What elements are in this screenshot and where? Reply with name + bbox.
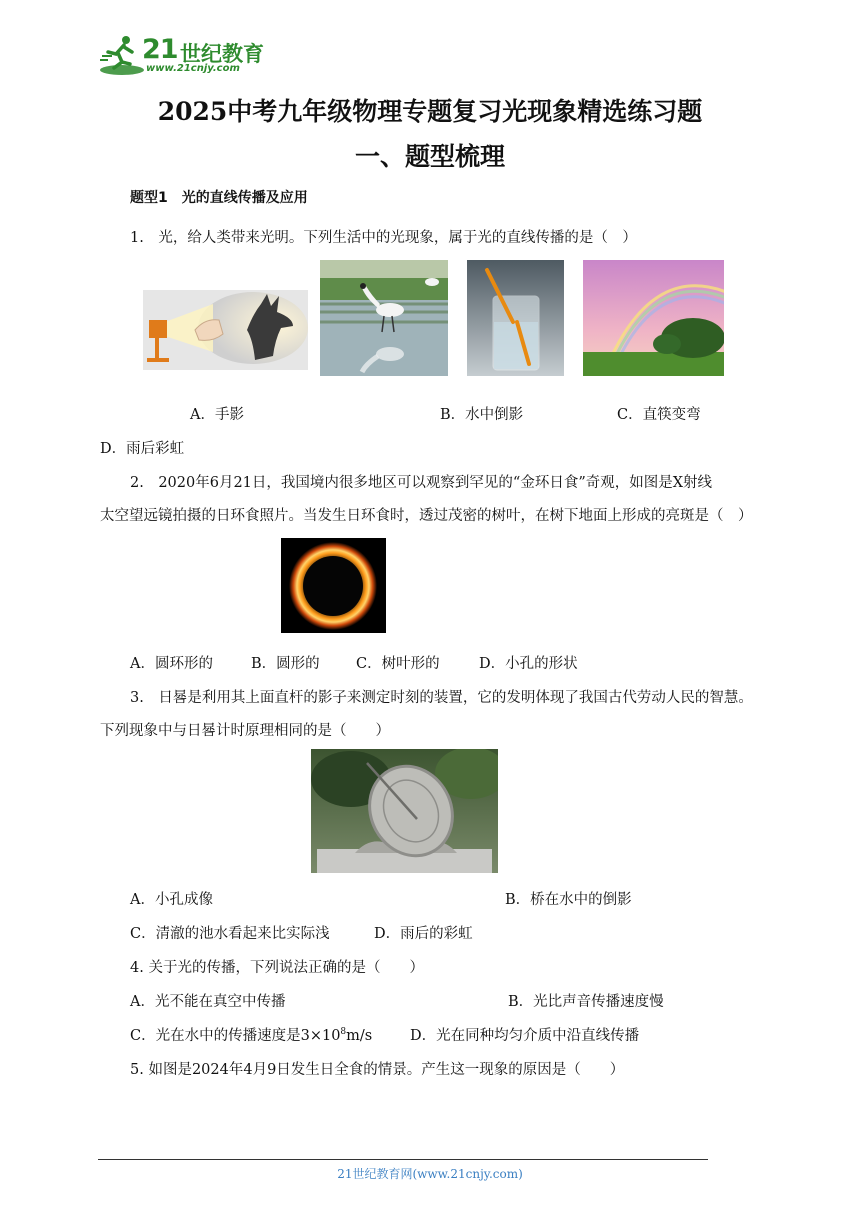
crane-reflection-image: [320, 260, 448, 376]
question-3-option-d[interactable]: D．雨后的彩虹: [374, 926, 473, 942]
option-c-unit: m/s: [346, 1028, 373, 1044]
question-4-option-c[interactable]: [130, 1024, 372, 1045]
hand-shadow-image: [143, 290, 308, 370]
question-2-stem-line1: 2. 2020年6月21日，我国境内很多地区可以观察到罕见的“金环日食”奇观，如图是X射线: [130, 475, 713, 491]
section-heading: 一、题型梳理: [354, 142, 505, 171]
sundial-image: [311, 749, 498, 873]
question-4-option-d[interactable]: D．光在同种均匀介质中沿直线传播: [410, 1028, 640, 1044]
question-1-stem: 1. 光，给人类带来光明。下列生活中的光现象，属于光的直线传播的是（ ）: [130, 230, 637, 246]
question-2-option-d[interactable]: D．小孔的形状: [479, 656, 578, 672]
rainbow-image: [583, 260, 724, 376]
runner-icon: [96, 34, 144, 78]
question-3-option-b[interactable]: B．桥在水中的倒影: [505, 892, 632, 908]
question-2-option-c[interactable]: C．树叶形的: [356, 656, 440, 672]
question-4-option-a[interactable]: A．光不能在真空中传播: [130, 994, 286, 1010]
question-3-stem-line2: 下列现象中与日晷计时原理相同的是（ ）: [100, 723, 390, 739]
logo-name: 世纪教育: [180, 42, 264, 66]
logo-number: 21: [142, 34, 178, 65]
question-3-stem-line1: 3. 日晷是利用其上面直杆的影子来测定时刻的装置，它的发明体现了我国古代劳动人民的智慧。: [130, 690, 753, 706]
question-4-stem: 4. 关于光的传播，下列说法正确的是（ ）: [130, 960, 424, 976]
footer-link[interactable]: 21世纪教育网(www.21cnjy.com): [337, 1167, 523, 1181]
question-2-option-a[interactable]: A．圆环形的: [130, 656, 213, 672]
question-1-option-a[interactable]: A．手影: [190, 407, 244, 423]
page-title: 2025中考九年级物理专题复习光现象精选练习题: [157, 97, 703, 126]
question-3-option-c[interactable]: C．清澈的池水看起来比实际浅: [130, 926, 330, 942]
question-4-option-b[interactable]: B．光比声音传播速度慢: [508, 994, 664, 1010]
question-1-option-d[interactable]: D．雨后彩虹: [100, 441, 185, 457]
site-logo: [96, 34, 266, 78]
chopstick-glass-image: [467, 260, 564, 376]
annular-eclipse-image: [281, 538, 386, 633]
exponent: 8: [340, 1027, 347, 1038]
subsection-heading: 题型1 光的直线传播及应用: [130, 190, 308, 206]
question-3-option-a[interactable]: A．小孔成像: [130, 892, 213, 908]
question-5-stem: 5. 如图是2024年4月9日发生日全食的情景。产生这一现象的原因是（ ）: [130, 1062, 625, 1078]
footer-divider: [98, 1159, 708, 1160]
option-c-text: C．光在水中的传播速度是3×10: [130, 1028, 341, 1044]
question-1-option-b[interactable]: B．水中倒影: [440, 407, 524, 423]
question-2-option-b[interactable]: B．圆形的: [251, 656, 320, 672]
question-1-option-c[interactable]: C．直筷变弯: [617, 407, 701, 423]
logo-url: www.21cnjy.com: [146, 63, 240, 74]
question-2-stem-line2: 太空望远镜拍摄的日环食照片。当发生日环食时，透过茂密的树叶，在树下地面上形成的亮斑是（ ）: [100, 508, 753, 524]
